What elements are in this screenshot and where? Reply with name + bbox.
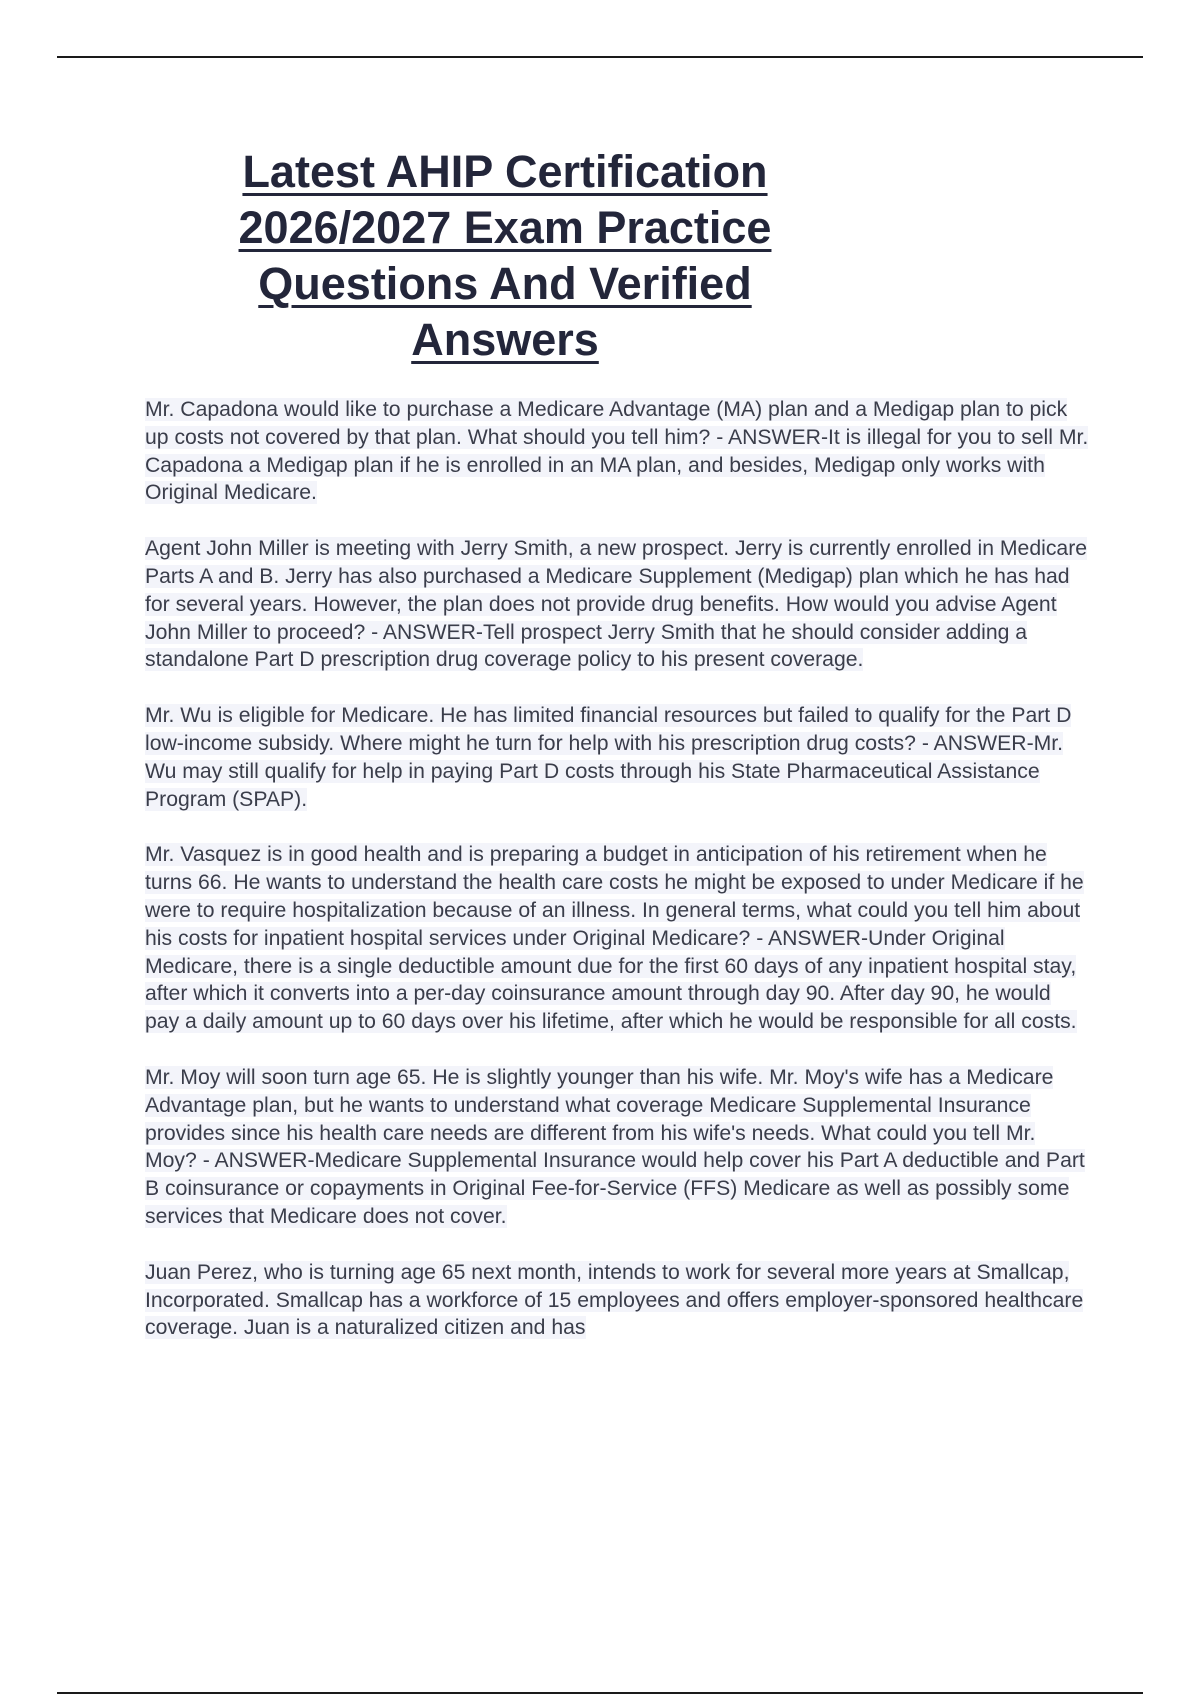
qa-text: Mr. Wu is eligible for Medicare. He has limited financial resources but failed to qualify for the Part D low-income subsidy. Where might he turn for help with his prescription drug costs? - ANSWER-Mr. Wu may still qualify for help in paying Part D costs through his State Pharmaceutical Assistance Program (SPAP).	[145, 704, 1072, 811]
qa-text: Mr. Moy will soon turn age 65. He is slightly younger than his wife. Mr. Moy's wife has a Medicare Advantage plan, but he wants to understand what coverage Medicare Supplemental Insurance provides since his health care needs are different from his wife's needs. What could you tell Mr. Moy? - ANSWER-Medicare Supplemental Insurance would help cover his Part A deductible and Part B coinsurance or copayments in Original Fee-for-Service (FFS) Medicare as well as possibly some services that Medicare does not cover.	[145, 1065, 1085, 1228]
qa-text: Agent John Miller is meeting with Jerry Smith, a new prospect. Jerry is currently enrolled in Medicare Parts A and B. Jerry has also purchased a Medicare Supplement (Medigap) plan which he has had for several years. However, the plan does not provide drug benefits. How would you advise Agent John Miller to proceed? - ANSWER-Tell prospect Jerry Smith that he should consider adding a standalone Part D prescription drug coverage policy to his present coverage.	[145, 537, 1088, 672]
qa-entry-4	[145, 841, 1090, 1036]
qa-entry-2	[145, 535, 1090, 674]
document-body	[145, 396, 1090, 1370]
qa-entry-1	[145, 396, 1090, 507]
qa-text: Mr. Vasquez is in good health and is preparing a budget in anticipation of his retirement when he turns 66. He wants to understand the health care costs he might be exposed to under Medicare if he were to require hospitalization because of an illness. In general terms, what could you tell him about his costs for inpatient hospital services under Original Medicare? - ANSWER-Under Original Medicare, there is a single deductible amount due for the first 60 days of any inpatient hospital stay, after which it converts into a per-day coinsurance amount through day 90. After day 90, he would pay a daily amount up to 60 days over his lifetime, after which he would be responsible for all costs.	[145, 843, 1084, 1034]
page-title: Latest AHIP Certification 2026/2027 Exam Practice Questions And Verified Answers	[238, 146, 772, 365]
qa-entry-3	[145, 702, 1090, 813]
qa-text: Mr. Capadona would like to purchase a Medicare Advantage (MA) plan and a Medigap plan to pick up costs not covered by that plan. What should you tell him? - ANSWER-It is illegal for you to sell Mr. Capadona a Medigap plan if he is enrolled in an MA plan, and besides, Medigap only works with Original Medicare.	[145, 398, 1089, 505]
qa-entry-5	[145, 1064, 1090, 1231]
bottom-rule	[57, 1692, 1143, 1694]
top-rule	[57, 56, 1143, 58]
qa-text: Juan Perez, who is turning age 65 next month, intends to work for several more years at Smallcap, Incorporated. Smallcap has a workforce of 15 employees and offers employer-sponsored healthcare coverage. Juan is a naturalized citizen and has	[145, 1260, 1084, 1340]
qa-entry-6	[145, 1259, 1090, 1342]
